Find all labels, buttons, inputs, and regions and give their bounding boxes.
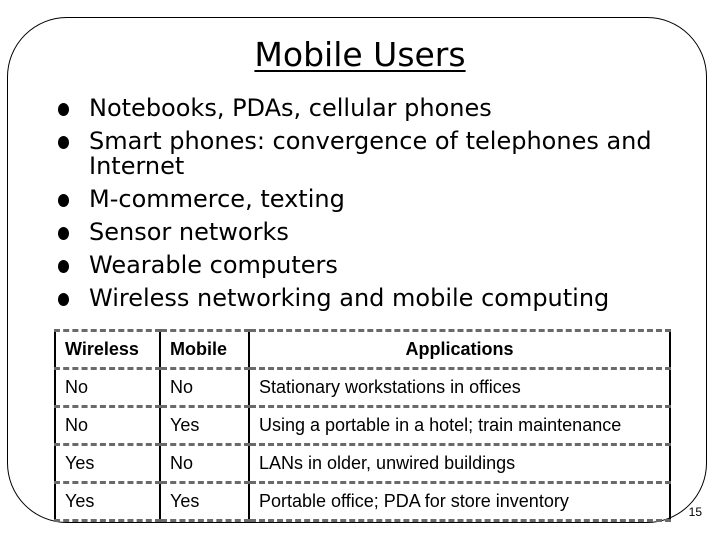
table-row: [55, 407, 670, 445]
table-row: [55, 445, 670, 483]
header-applications: Applications: [249, 331, 670, 369]
bullet-text: Smart phones: convergence of telephones and Internet: [89, 127, 652, 180]
bullet-text: Wearable computers: [89, 251, 338, 279]
wireless-mobile-table: [54, 329, 671, 522]
table-row: [55, 483, 670, 521]
cell-wireless: Yes: [55, 445, 160, 483]
header-mobile: Mobile: [160, 331, 249, 369]
cell-application: Portable office; PDA for store inventory: [249, 483, 670, 521]
header-wireless: Wireless: [55, 331, 160, 369]
cell-application: Stationary workstations in offices: [249, 369, 670, 407]
table-row: [55, 369, 670, 407]
bullet-icon: [58, 194, 69, 207]
table-header-row: [55, 331, 670, 369]
bullet-icon: [58, 293, 69, 306]
bullet-text: Notebooks, PDAs, cellular phones: [89, 94, 492, 122]
bullet-text: M-commerce, texting: [89, 185, 345, 213]
bullet-item: [55, 187, 675, 212]
cell-wireless: No: [55, 407, 160, 445]
bullet-icon: [58, 227, 69, 240]
bullet-item: [55, 220, 675, 245]
bullet-item: [55, 253, 675, 278]
bullet-item: [55, 96, 675, 121]
bullet-icon: [58, 260, 69, 273]
cell-application: Using a portable in a hotel; train maintenance: [249, 407, 670, 445]
cell-application: LANs in older, unwired buildings: [249, 445, 670, 483]
cell-mobile: Yes: [160, 407, 249, 445]
bullet-text: Wireless networking and mobile computing: [89, 284, 610, 312]
bullet-icon: [58, 136, 69, 149]
bullet-icon: [58, 103, 69, 116]
bullet-item: [55, 286, 675, 311]
bullet-list: [55, 96, 675, 319]
bullet-item: [55, 129, 675, 179]
bullet-text: Sensor networks: [89, 218, 289, 246]
cell-mobile: No: [160, 445, 249, 483]
page-number: 15: [688, 505, 702, 519]
cell-mobile: No: [160, 369, 249, 407]
cell-mobile: Yes: [160, 483, 249, 521]
slide-title: Mobile Users: [254, 35, 466, 74]
cell-wireless: No: [55, 369, 160, 407]
cell-wireless: Yes: [55, 483, 160, 521]
